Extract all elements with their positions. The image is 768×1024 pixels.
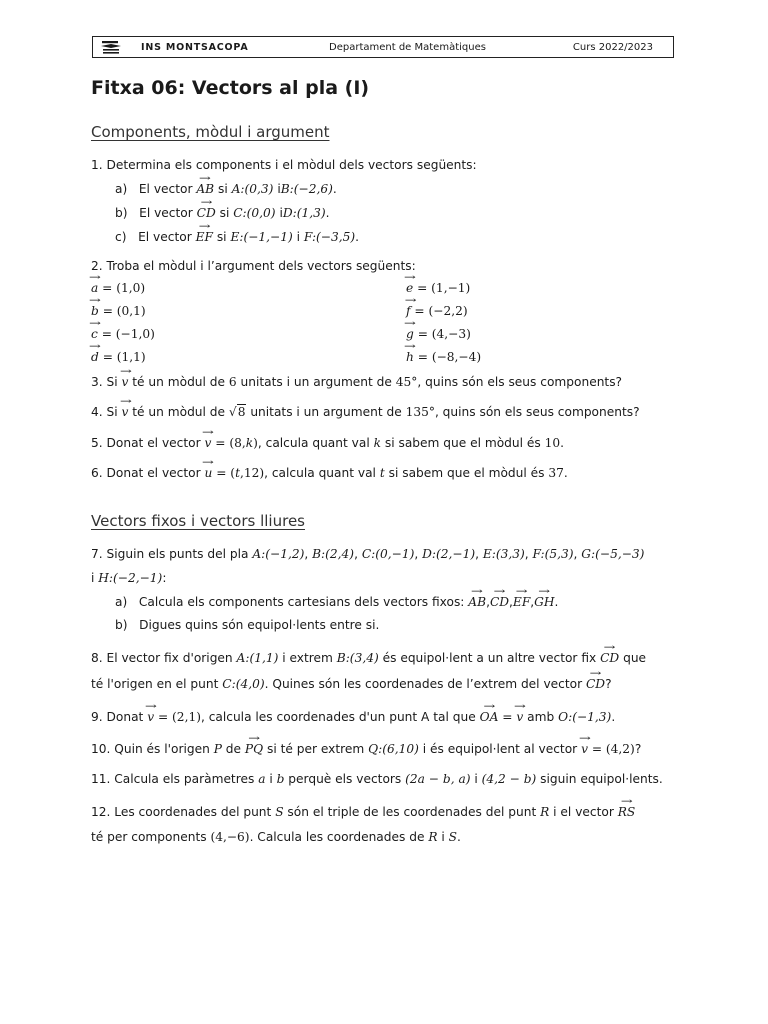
page-header: [92, 36, 674, 58]
punct: .: [325, 206, 330, 220]
vector-value: = (−8,−4): [417, 350, 482, 364]
vector-entry-f: [406, 304, 468, 319]
text: si sabem que el mòdul és: [388, 466, 545, 480]
item-text: i: [277, 182, 281, 196]
text: 5. Donat el vector: [91, 436, 201, 450]
point: D:(2,−1): [422, 547, 476, 561]
vector-expression: (2a − b, a): [405, 772, 471, 786]
question-1a: [115, 182, 337, 197]
punct: .: [457, 830, 461, 844]
item-text: El vector: [138, 230, 192, 244]
vector-symbol: → CD: [197, 207, 216, 219]
vector-symbol: → AB: [196, 183, 214, 195]
vector-symbol: → CD: [490, 596, 509, 608]
point: E:(−1,−1): [230, 230, 293, 244]
vector-value: = (1,1): [102, 350, 146, 364]
item-text: si: [219, 206, 230, 220]
text: té un mòdul de: [132, 405, 226, 419]
vector-symbol: → CD: [586, 678, 605, 690]
vector-symbol: → e: [406, 282, 413, 294]
point: F:(5,3): [532, 547, 574, 561]
vector-value: = (0,1): [102, 304, 146, 318]
vector-symbol: → v: [122, 376, 129, 388]
school-logo-icon: [100, 40, 122, 54]
vector-symbol: → CD: [600, 652, 619, 664]
math: = (4,2): [591, 742, 635, 756]
variable: S: [448, 830, 458, 844]
text: , calcula quant val: [257, 436, 370, 450]
text: són el triple de les coordenades del punt: [287, 805, 537, 819]
text: que: [623, 651, 647, 665]
vector-symbol: → v: [147, 711, 154, 723]
text: . Quines són les coordenades de l’extrem del vector: [264, 677, 583, 691]
vector-symbol: → u: [204, 467, 212, 479]
vector-expression: (4,2 − b): [481, 772, 537, 786]
point: A:(0,3): [231, 182, 274, 196]
text: unitats i un argument de: [250, 405, 402, 419]
vector-symbol: → v: [516, 711, 523, 723]
variable: R: [540, 805, 550, 819]
vector-entry-b: [91, 304, 146, 319]
number: 6: [228, 375, 237, 389]
vector-entry-c: [91, 327, 155, 342]
point: A:(1,1): [236, 651, 279, 665]
punct: .: [355, 230, 360, 244]
item-text: Digues quins són equipol·lents entre si.: [139, 618, 380, 632]
point: F:(−3,5): [303, 230, 356, 244]
text: siguin equipol·lents.: [540, 772, 663, 786]
vector-value: = (4,−3): [417, 327, 471, 341]
punct: .: [554, 595, 559, 609]
vector-value: = (1,0): [102, 281, 146, 295]
point: C:(0,−1): [361, 547, 415, 561]
question-4: [91, 405, 640, 420]
text: , quins són els seus components?: [417, 375, 623, 389]
department-name: Departament de Matemàtiques: [329, 42, 486, 53]
item-label: b): [115, 206, 128, 220]
vector-symbol: → a: [91, 282, 98, 294]
item-label: a): [115, 182, 128, 196]
variable: b: [276, 772, 285, 786]
text: 7. Siguin els punts del pla: [91, 547, 249, 561]
math: = (: [216, 466, 236, 480]
section-heading-fixed-free-vectors: Vectors fixos i vectors lliures: [91, 512, 305, 530]
vector-symbol: → PQ: [245, 743, 263, 755]
question-11: [91, 772, 663, 787]
point: B:(3,4): [336, 651, 379, 665]
vector-symbol: → v: [204, 437, 211, 449]
text: , calcula les coordenades d'un punt A tal que: [200, 710, 476, 724]
punct: ?: [605, 677, 612, 691]
text: 10. Quin és l'origen: [91, 742, 210, 756]
punct: .: [560, 436, 565, 450]
question-8-line-2: [91, 677, 612, 692]
vector-symbol: → OA: [480, 711, 499, 723]
vector-symbol: → f: [406, 305, 411, 317]
point: G:(−5,−3): [581, 547, 645, 561]
punct: .: [611, 710, 616, 724]
item-label: c): [115, 230, 127, 244]
item-text: Calcula els components cartesians dels vectors fixos:: [138, 595, 465, 609]
vector-symbol: → EF: [196, 231, 213, 243]
text: 4. Si: [91, 405, 118, 419]
punct: .: [332, 182, 337, 196]
question-10: [91, 742, 641, 757]
question-7b: [115, 618, 379, 633]
vector-symbol: → v: [581, 743, 588, 755]
item-text: El vector: [138, 182, 193, 196]
question-7a: a) Calcula els components cartesians dels vectors fixos: → AB,→ CD,→ EF,→ GH.: [115, 595, 558, 610]
vector-symbol: → c: [91, 328, 98, 340]
vector-symbol: → EF: [513, 596, 530, 608]
punct: :: [162, 571, 167, 585]
variable: R: [428, 830, 438, 844]
point: Q:(6,10): [368, 742, 419, 756]
text: 3. Si: [91, 375, 118, 389]
vector-symbol: → GH: [534, 596, 554, 608]
vector-entry-h: [406, 350, 481, 365]
vector-symbol: → RS: [618, 806, 636, 818]
question-1-intro: 1. Determina els components i el mòdul dels vectors següents:: [91, 158, 477, 172]
vector-entry-g: [406, 327, 471, 342]
text: 11. Calcula els paràmetres: [91, 772, 255, 786]
point: D:(1,3): [282, 206, 326, 220]
sqrt-symbol: √: [228, 405, 237, 419]
question-1b: [115, 206, 329, 221]
punct: .: [563, 466, 568, 480]
math: = (2,1): [157, 710, 201, 724]
number: 45°: [395, 375, 418, 389]
vector-symbol: → h: [406, 351, 414, 363]
text: si té per extrem: [266, 742, 365, 756]
text: , calcula quant val: [264, 466, 376, 480]
point: E:(3,3): [482, 547, 525, 561]
text: és equipol·lent a un altre vector fix: [382, 651, 597, 665]
school-name: INS MONTSACOPA: [141, 42, 249, 53]
point: A:(−1,2): [252, 547, 305, 561]
question-6: [91, 466, 568, 481]
question-7-line-2: [91, 571, 166, 586]
item-text: i: [279, 206, 283, 220]
question-3: [91, 375, 622, 390]
item-text: si: [216, 230, 227, 244]
text: . Calcula les coordenades de: [249, 830, 425, 844]
question-12-line-2: [91, 830, 461, 845]
text: , quins són els seus components?: [434, 405, 640, 419]
vector-symbol: → g: [406, 328, 414, 340]
text: i: [474, 772, 478, 786]
item-text: El vector: [139, 206, 193, 220]
number: 10: [544, 436, 561, 450]
question-8-line-1: [91, 651, 646, 666]
variable: k: [245, 436, 254, 450]
variable: S: [275, 805, 284, 819]
point: B:(2,4): [312, 547, 355, 561]
variable: t: [379, 466, 385, 480]
text: amb: [527, 710, 555, 724]
math: ): [253, 436, 258, 450]
item-label: b): [115, 618, 128, 632]
text: unitats i un argument de: [240, 375, 392, 389]
item-label: a): [115, 595, 128, 609]
text: 8. El vector fix d'origen: [91, 651, 233, 665]
vector-entry-a: [91, 281, 145, 296]
point: C:(4,0): [222, 677, 265, 691]
math: (4,−6): [210, 830, 250, 844]
question-12-line-1: [91, 805, 635, 820]
vector-symbol: → v: [122, 406, 129, 418]
math: = (8,: [215, 436, 246, 450]
worksheet-title: Fitxa 06: Vectors al pla (I): [91, 77, 370, 99]
radicand: 8: [237, 405, 246, 419]
question-7-line-1: 7. Siguin els punts del pla A:(−1,2), B:(2,4), C:(0,−1), D:(2,−1), E:(3,3), F:(5,3), G:(−5,−3): [91, 547, 645, 561]
question-2-intro: 2. Troba el mòdul i l’argument dels vectors següents:: [91, 259, 416, 273]
variable: a: [258, 772, 266, 786]
item-text: i: [296, 230, 301, 244]
variable: P: [213, 742, 222, 756]
text: té un mòdul de: [132, 375, 226, 389]
vector-value: = (1,−1): [417, 281, 471, 295]
variable: t: [235, 466, 240, 480]
section-heading-components: Components, mòdul i argument: [91, 123, 330, 141]
vector-value: = (−2,2): [414, 304, 468, 318]
point: O:(−1,3): [558, 710, 612, 724]
vector-symbol: → AB: [468, 596, 486, 608]
text: i extrem: [282, 651, 333, 665]
vector-entry-d: [91, 350, 146, 365]
text: 6. Donat el vector: [91, 466, 201, 480]
vector-symbol: → b: [91, 305, 99, 317]
math: =: [502, 710, 513, 724]
text: i: [269, 772, 273, 786]
item-text: si: [218, 182, 228, 196]
question-5: [91, 436, 564, 451]
punct: ?: [634, 742, 642, 756]
text: 9. Donat: [91, 710, 144, 724]
point: B:(−2,6): [280, 182, 333, 196]
vector-entry-e: [406, 281, 470, 296]
text: i és equipol·lent al vector: [422, 742, 578, 756]
question-9: [91, 710, 615, 725]
text: 12. Les coordenades del punt: [91, 805, 272, 819]
text: i: [91, 571, 95, 585]
text: i el vector: [553, 805, 614, 819]
vector-value: = (−1,0): [101, 327, 155, 341]
text: de: [225, 742, 242, 756]
variable: k: [373, 436, 381, 450]
text: i: [441, 830, 445, 844]
text: té l'origen en el punt: [91, 677, 219, 691]
math: ,12): [239, 466, 265, 480]
vector-symbol: → d: [91, 351, 99, 363]
text: si sabem que el mòdul és: [384, 436, 541, 450]
text: perquè els vectors: [288, 772, 402, 786]
course-year: Curs 2022/2023: [572, 42, 653, 53]
number: 37: [548, 466, 564, 480]
text: té per components: [91, 830, 207, 844]
point: H:(−2,−1): [98, 571, 163, 585]
number: 135°: [405, 405, 435, 419]
question-1c: [115, 230, 359, 245]
point: C:(0,0): [233, 206, 276, 220]
